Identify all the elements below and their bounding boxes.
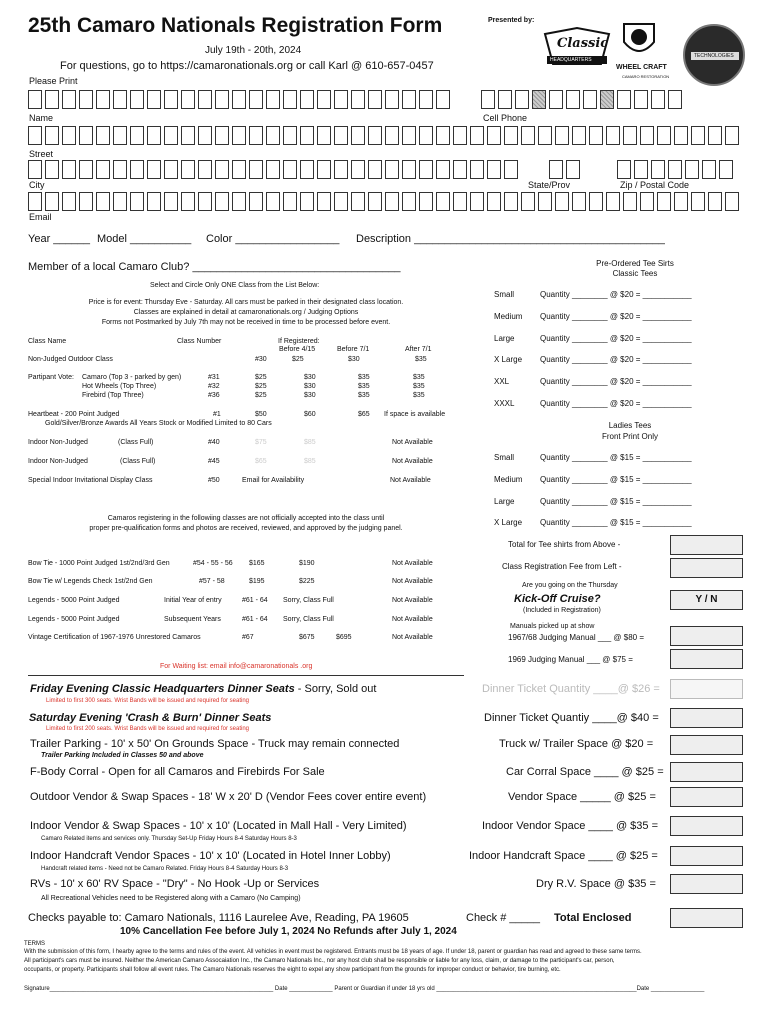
class-number: #61 - 64 xyxy=(242,597,268,604)
handcraft-note: Handcraft related items - Need not be Camaro Related. Friday Hours 8-4 Saturday Hours 8-3 xyxy=(41,866,289,872)
class-status: Not Available xyxy=(392,578,433,585)
rv-note: All Recreational Vehicles need to be Registered along with a Camaro (No Camping) xyxy=(41,895,301,902)
label-city: City xyxy=(29,180,45,190)
label-street: Street xyxy=(29,149,54,159)
class-note: Price is for event: Thursday Eve - Saturday. All cars must be parked in their designated class location. xyxy=(88,299,404,306)
technologies-logo: TECHNOLOGIES xyxy=(683,24,745,86)
price: $675 xyxy=(299,634,315,641)
class-name[interactable]: Legends - 5000 Point Judged xyxy=(28,616,120,623)
class-status: Not Available xyxy=(390,477,431,484)
ladies-tees-subtitle: Front Print Only xyxy=(601,432,658,441)
price: $65 xyxy=(358,411,370,418)
class-number: #1 xyxy=(213,411,221,418)
class-name[interactable]: Indoor Non-Judged xyxy=(28,458,88,465)
class-fee-label: Class Registration Fee from Left - xyxy=(502,562,622,571)
outdoor-vendor: Outdoor Vendor & Swap Spaces - 18' W x 20' D (Vendor Fees cover entire event) xyxy=(30,791,427,803)
tee-quantity-line[interactable]: Quantity ________ @ $20 = ___________ xyxy=(540,334,692,343)
price: $50 xyxy=(255,411,267,418)
friday-note: Limited to first 300 seats. Wrist Bands will be issued and required for seating xyxy=(46,698,249,704)
participant-label: Partipant Vote: xyxy=(28,374,74,381)
col-after-71: After 7/1 xyxy=(405,346,432,353)
tees-title: Pre-Ordered Tee Sirts xyxy=(596,259,674,268)
tee-quantity-line[interactable]: Quantity ________ @ $15 = ___________ xyxy=(540,453,692,462)
price: $35 xyxy=(413,392,425,399)
event-dates: July 19th - 20th, 2024 xyxy=(205,45,302,56)
contact-line: For questions, go to https://camaronationals.org or call Karl @ 610-657-0457 xyxy=(60,60,434,72)
col-before-415: Before 4/15 xyxy=(279,346,316,353)
class-number: #57 - 58 xyxy=(199,578,225,585)
tee-quantity-line[interactable]: Quantity ________ @ $15 = ___________ xyxy=(540,518,692,527)
price: $30 xyxy=(304,392,316,399)
corral-fee-line[interactable]: Car Corral Space ____ @ $25 = xyxy=(506,766,664,778)
class-name[interactable]: Bow Tie - 1000 Point Judged 1st/2nd/3rd Gen xyxy=(28,560,170,567)
handcraft-vendor: Indoor Handcraft Vendor Spaces - 10' x 10' (Located in Hotel Inner Lobby) xyxy=(30,850,391,862)
tee-size: X Large xyxy=(494,518,523,527)
price: $35 xyxy=(415,356,427,363)
class-name[interactable]: Bow Tie w/ Legends Check 1st/2nd Gen xyxy=(28,578,153,585)
indoor-vendor-note: Camaro Related items and services only. Thursday Set-Up Friday Hours 8-4 Saturday Hours 8-3 xyxy=(41,836,297,842)
class-number: #32 xyxy=(208,383,220,390)
class-name[interactable]: Heartbeat - 200 Point Judged xyxy=(28,411,120,418)
class-number: #61 - 64 xyxy=(242,616,268,623)
manual-1967-box[interactable] xyxy=(670,626,743,646)
class-name[interactable]: Hot Wheels (Top Three) xyxy=(82,383,157,390)
page-title: 25th Camaro Nationals Registration Form xyxy=(28,14,443,37)
fbody-corral: F-Body Corral - Open for all Camaros and Firebirds For Sale xyxy=(30,766,325,778)
price: $25 xyxy=(255,374,267,381)
street-boxes[interactable] xyxy=(28,126,739,145)
class-note: Initial Year of entry xyxy=(164,597,222,604)
class-note: (Class Full) xyxy=(118,439,154,446)
class-status: Not Available xyxy=(392,560,433,567)
class-number: #40 xyxy=(208,439,220,446)
class-status: Not Available xyxy=(392,458,433,465)
col-if-registered: If Registered: xyxy=(278,338,320,345)
tee-size: XXXL xyxy=(494,399,515,408)
tee-size: Large xyxy=(494,497,515,506)
price: $695 xyxy=(336,634,352,641)
manual-1969-box[interactable] xyxy=(670,649,743,669)
saturday-ticket-box[interactable] xyxy=(670,708,743,728)
price: $25 xyxy=(292,356,304,363)
outdoor-vendor-fee-line[interactable]: Vendor Space _____ @ $25 = xyxy=(508,791,656,803)
tee-quantity-line[interactable]: Quantity ________ @ $20 = ___________ xyxy=(540,377,692,386)
friday-ticket-box xyxy=(670,679,743,699)
class-name[interactable]: Legends - 5000 Point Judged xyxy=(28,597,120,604)
saturday-ticket-line[interactable]: Dinner Ticket Quantiy ____@ $40 = xyxy=(484,712,659,724)
trailer-fee-line[interactable]: Truck w/ Trailer Space @ $20 = xyxy=(499,738,654,750)
class-number: #45 xyxy=(208,458,220,465)
price: $25 xyxy=(255,383,267,390)
class-note: (Class Full) xyxy=(120,458,156,465)
tee-quantity-line[interactable]: Quantity ________ @ $20 = ___________ xyxy=(540,355,692,364)
corral-fee-box[interactable] xyxy=(670,762,743,782)
price: $35 xyxy=(413,383,425,390)
price: $35 xyxy=(358,374,370,381)
col-class-name: Class Name xyxy=(28,338,67,345)
terms-title: TERMS xyxy=(24,941,45,947)
label-cell: Cell Phone xyxy=(483,113,528,123)
saturday-note: Limited to first 200 seats. Wrist Bands will be issued and required for seating xyxy=(46,726,249,732)
terms-line: occupants, or property. Participants shall follow all event rules. The Camaro Nationals reserves the eight to expel any show participant from the grounds for improper conduct or behavior, tire burning, etc. xyxy=(24,967,561,973)
total-enclosed-label: Total Enclosed xyxy=(554,912,632,924)
price: $30 xyxy=(348,356,360,363)
class-status: Not Available xyxy=(392,634,433,641)
vehicle-year[interactable]: Year ______ xyxy=(28,233,90,245)
trailer-fee-box[interactable] xyxy=(670,735,743,755)
indoor-vendor-fee-box[interactable] xyxy=(670,816,743,836)
class-note: If space is available xyxy=(384,411,446,418)
terms-line: All participant's cars must be insured. Neither the American Camaro Assocaiation Inc., the Camaro Nationals Inc., nor any host club shall be responsible or liable for any loss, claim, or damage to the participant's car, person, xyxy=(24,958,615,964)
price: $35 xyxy=(358,392,370,399)
outdoor-vendor-fee-box[interactable] xyxy=(670,787,743,807)
ladies-tees-title: Ladies Tees xyxy=(608,421,652,430)
city-boxes[interactable] xyxy=(28,160,518,179)
vehicle-model[interactable]: Model __________ xyxy=(97,233,192,245)
price: $85 xyxy=(304,458,316,465)
tee-size: X Large xyxy=(494,355,523,364)
price: $190 xyxy=(299,560,315,567)
tee-quantity-line[interactable]: Quantity ________ @ $15 = ___________ xyxy=(540,475,692,484)
rv-fee-box[interactable] xyxy=(670,874,743,894)
member-club[interactable]: Member of a local Camaro Club? __________________________________ xyxy=(28,261,401,273)
class-number: #30 xyxy=(255,356,267,363)
price: $25 xyxy=(255,392,267,399)
tee-quantity-line[interactable]: Quantity ________ @ $20 = ___________ xyxy=(540,290,692,299)
rv-space: RVs - 10' x 60' RV Space - "Dry" - No Hook -Up or Services xyxy=(30,878,320,890)
price: $35 xyxy=(413,374,425,381)
manual-1969-line[interactable]: 1969 Judging Manual ___ @ $75 = xyxy=(508,655,633,664)
price: $35 xyxy=(358,383,370,390)
manual-1967-line[interactable]: 1967/68 Judging Manual ___ @ $80 = xyxy=(508,633,645,642)
price: $65 xyxy=(255,458,267,465)
class-number: #67 xyxy=(242,634,254,641)
class-number: #50 xyxy=(208,477,220,484)
class-full-note: Sorry, Class Full xyxy=(283,597,334,604)
class-name[interactable]: Camaro (Top 3 - parked by gen) xyxy=(82,374,182,381)
tee-size: Small xyxy=(494,453,515,462)
price: $195 xyxy=(249,578,265,585)
class-subnote: Gold/Silver/Bronze Awards All Years Stock or Modified Limited to 80 Cars xyxy=(45,420,272,427)
kickoff-yn-box[interactable]: Y / N xyxy=(670,590,743,610)
class-status: Not Available xyxy=(392,439,433,446)
wheelcraft-logo: WHEEL CRAFT CAMARO RESTORATION xyxy=(614,20,664,90)
tees-subtitle: Classic Tees xyxy=(612,269,658,278)
price: $165 xyxy=(249,560,265,567)
indoor-vendor: Indoor Vendor & Swap Spaces - 10' x 10' (Located in Mall Hall - Very Limited) xyxy=(30,820,407,832)
label-state: State/Prov xyxy=(528,180,571,190)
tee-size: Medium xyxy=(494,475,523,484)
kickoff-included: (Included in Registration) xyxy=(523,607,601,614)
total-tees-box[interactable] xyxy=(670,535,743,555)
prequal-note: proper pre-qualification forms and photos are received, reviewed, and approved by the judging panel. xyxy=(89,525,403,532)
state-boxes[interactable] xyxy=(549,160,580,179)
class-number: #54 - 55 - 56 xyxy=(193,560,233,567)
check-number[interactable]: Check # _____ xyxy=(466,912,540,924)
tee-quantity-line[interactable]: Quantity ________ @ $20 = ___________ xyxy=(540,312,692,321)
class-fee-box[interactable] xyxy=(670,558,743,578)
class-name[interactable]: Firebird (Top Three) xyxy=(82,392,144,399)
price: $30 xyxy=(304,374,316,381)
col-class-number: Class Number xyxy=(177,338,222,345)
class-number: #36 xyxy=(208,392,220,399)
kickoff-cruise: Kick-Off Cruise? xyxy=(514,593,601,605)
friday-ticket-line: Dinner Ticket Quantity ____@ $26 = xyxy=(482,683,660,695)
tee-quantity-line[interactable]: Quantity ________ @ $15 = ___________ xyxy=(540,497,692,506)
class-name[interactable]: Special Indoor Invitational Display Class xyxy=(28,477,153,484)
trailer-parking: Trailer Parking - 10' x 50' On Grounds Space - Truck may remain connected xyxy=(30,738,400,750)
trailer-note: Trailer Parking Included in Classes 50 and above xyxy=(41,752,204,759)
class-note: Email for Availability xyxy=(242,477,305,484)
signature-line[interactable]: Signature___________________________________________________________________ Date _____________ Parent or Guardian if under 18 yrs old ____________________________________________________________Date ________________ xyxy=(24,986,705,992)
vehicle-description[interactable]: Description _________________________________________ xyxy=(356,233,665,245)
prequal-note: Camaros registering in the followiing classes are not officially accepted into the class until xyxy=(107,515,385,522)
label-name: Name xyxy=(29,113,54,123)
price: $225 xyxy=(299,578,315,585)
price: $60 xyxy=(304,411,316,418)
checks-payable: Checks payable to: Camaro Nationals, 1116 Laurelee Ave, Reading, PA 19605 xyxy=(28,912,409,924)
class-number: #31 xyxy=(208,374,220,381)
class-status: Not Available xyxy=(392,616,433,623)
saturday-dinner: Saturday Evening 'Crash & Burn' Dinner Seats xyxy=(29,712,272,724)
please-print: Please Print xyxy=(29,76,78,86)
class-note: Forms not Postmarked by July 7th may not be received in time to be processed before event. xyxy=(101,319,391,326)
friday-dinner: Friday Evening Classic Headquarters Dinner Seats - Sorry, Sold out xyxy=(30,683,377,695)
col-before-71: Before 7/1 xyxy=(337,346,370,353)
class-name[interactable]: Vintage Certification of 1967-1976 Unrestored Camaros xyxy=(28,634,201,641)
class-select-note: Select and Circle Only ONE Class from the List Below: xyxy=(150,282,320,289)
terms-line: With the submission of this form, I hearby agree to the terms and rules of the event. All vehicles in event must be registered. Entrants must be 18 years of age. If under 18, parent or guardian has read and agreed to these same terms. xyxy=(24,949,642,955)
cancellation-policy: 10% Cancellation Fee before July 1, 2024 No Refunds after July 1, 2024 xyxy=(120,926,457,937)
price: $85 xyxy=(304,439,316,446)
label-zip: Zip / Postal Code xyxy=(620,180,690,190)
class-name[interactable]: Non-Judged Outdoor Class xyxy=(28,356,113,363)
email-boxes[interactable] xyxy=(28,192,739,211)
price: $75 xyxy=(255,439,267,446)
tee-size: Large xyxy=(494,334,515,343)
cell-phone-boxes[interactable] xyxy=(481,90,682,109)
class-status: Not Available xyxy=(392,597,433,604)
indoor-vendor-fee-line[interactable]: Indoor Vendor Space ____ @ $35 = xyxy=(482,820,658,832)
label-email: Email xyxy=(29,212,52,222)
vehicle-color[interactable]: Color _________________ xyxy=(206,233,340,245)
handcraft-fee-line[interactable]: Indoor Handcraft Space ____ @ $25 = xyxy=(469,850,658,862)
class-note: Subsequent Years xyxy=(164,616,221,623)
manuals-note: Manuals picked up at show xyxy=(510,623,595,630)
price: $30 xyxy=(304,383,316,390)
tee-size: XXL xyxy=(494,377,510,386)
waiting-list-note: For Waiting list: email info@camaronationals .org xyxy=(160,663,313,670)
classic-logo: Classic HEADQUARTERS xyxy=(541,26,613,70)
tee-quantity-line[interactable]: Quantity ________ @ $20 = ___________ xyxy=(540,399,692,408)
rv-fee-line[interactable]: Dry R.V. Space @ $35 = xyxy=(536,878,656,890)
class-note: Classes are explained in detail at camaronationals.org / Judging Options xyxy=(133,309,359,316)
total-tees-label: Total for Tee shirts from Above - xyxy=(508,540,621,549)
zip-boxes[interactable] xyxy=(617,160,733,179)
class-full-note: Sorry, Class Full xyxy=(283,616,334,623)
tee-size: Medium xyxy=(494,312,523,321)
presented-by: Presented by: xyxy=(488,17,535,24)
section-divider xyxy=(28,675,464,676)
total-enclosed-box[interactable] xyxy=(670,908,743,928)
handcraft-fee-box[interactable] xyxy=(670,846,743,866)
class-name[interactable]: Indoor Non-Judged xyxy=(28,439,88,446)
name-boxes[interactable] xyxy=(28,90,450,109)
tee-size: Small xyxy=(494,290,515,299)
thursday-question: Are you going on the Thursday xyxy=(522,582,618,589)
